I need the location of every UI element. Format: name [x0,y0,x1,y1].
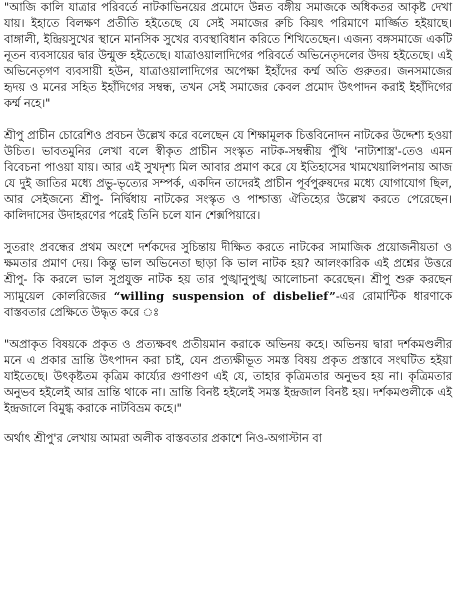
paragraph-body-2-tail: -এর রোমান্টিক ধারণাকে বাস্তবতার প্রেক্ষিতে উদ্ধৃত করে ঃ [4,290,452,319]
paragraph-body-3: অর্থাৎ শ্রীপু'র লেখায় আমরা অলীক বাস্তবতার প্রকাশে নিও-অগাস্টান বা [4,432,322,445]
paragraph-body-1: শ্রীপু প্রাচীন চোরেশিও প্রবচন উল্লেখ করে বলেছেন যে শিক্ষামূলক চিত্তবিনোদন নাটকের উদ্দেশ্য হওয়া উচিত। ভাবতমুনির লেখা বলে স্বীকৃত প্রাচীন সংস্কৃত নাটক-সম্বন্ধীয় পুঁথি 'নাট্যশাস্ত্র'-তেও এমন বিবেচনা পাওয়া যায়। আর এই সুখদৃশ্য মিল আবার প্রমাণ করে যে ইতিহাসের খামখেয়ালিপনায় আজ যে দুই জাতির মধ্যে প্রভু-ভৃত্যের সম্পর্ক, একদিন তাদেরই প্রাচীন পূর্বপুরুষদের মধ্যে যোগাযোগ ছিল, আর সেইজন্যে শ্রীপু- নির্দ্বিধায় নাটকের সংস্কৃত ও পাশ্চাত্ত্য ঐতিহ্যের উল্লেখ করতে পেরেছেন। কালিদাসের উদাহরণের পরেই তিনি চলে যান শেক্সপিয়ারে। [4,129,452,222]
document-page [4,0,452,447]
latin-phrase: “willing suspension of disbelief” [113,289,336,303]
paragraph-quote-2: "অপ্রাকৃত বিষয়কে প্রকৃত ও প্রত্যক্ষবৎ প্রতীয়মান করাকে অভিনয় কহে। অভিনয় দ্বারা দর্শকমণ্ডলীর মনে এ প্রকার ভ্রান্তি উৎপাদন করা চাই, যেন প্রত্যক্ষীভূত সমস্ত বিষয় প্রকৃত প্রস্তাবে সংঘটিত হইয়া যাইতেছে। উৎকৃষ্টতম কৃত্রিম কার্য্যের গুণাগুণ এই যে, তাহার কৃত্রিমতার অনুভব হয় না। কৃত্রিমতার অনুভব হইলেই আর ভ্রান্তি থাকে না। ভ্রান্তি বিনষ্ট হইলেই সমস্ত ইন্দ্রজাল বিনষ্ট হয়। দর্শকমণ্ডলীকে এই ইন্দ্রজালে বিমুগ্ধ করাকে নাটবিভ্রম কহে।" [4,338,452,415]
paragraph-body-2 [4,240,452,321]
paragraph-body-2-text: সুতরাং প্রবন্ধের প্রথম অংশে দর্শকদের সুচিন্তায় দীক্ষিত করতে নাটকের সামাজিক প্রয়োজনীয়তা ও ক্ষমতার প্রমাণ দেয়। কিন্তু ভাল অভিনেতা ছাড়া কি ভাল নাটক হয়? আলংকারিক এই প্রশ্নের উত্তরে শ্রীপু- কি করলে ভাল সুপ্রযুক্ত নাটক হয় তার পুঙ্খানুপুঙ্খ আলোচনা করেছেন। শ্রীপু শুরু করছেন স্যামুয়েল কোলরিজের [4,241,452,303]
paragraph-quote-opening: "আজি কালি যাত্রার পরিবর্তে নাটকাভিনয়ের প্রমোদে উন্নত বঙ্গীয় সমাজকে অধিকতর আকৃষ্ট দেখা যায়। ইহাতে বিলক্ষণ প্রতীতি হইতেছে যে সেই সমাজের রুচি কিয়ৎ পরিমাণে মার্জ্জিত হইয়াছে। বাঙ্গালী, ইন্দ্রিয়সুখের স্থানে মানসিক সুখের ব্যবস্থাবিধান করিতে শিখিতেছেন। এজন্য বঙ্গসমাজে একটি নূতন ব্যবসায়ের দ্বার উন্মুক্ত হইতেছে। যাত্রাওয়ালাদিগের পরিবর্তে অভিনেতৃদলের উদয় হইতেছে। এই অভিনেতৃগণ ব্যবসায়ী হউন, যাত্রাওয়ালাদিগের অপেক্ষা ইহাঁদের কর্ম্ম অতি গুরুতর। জনসমাজের হৃদয় ও মনের সহিত ইহাঁদিগের সম্বন্ধ, তখন সেই সমাজের কেবল প্রমোদ উৎপাদন করাই ইহাঁদিগের কর্ম্ম নহে।" [4,1,452,110]
